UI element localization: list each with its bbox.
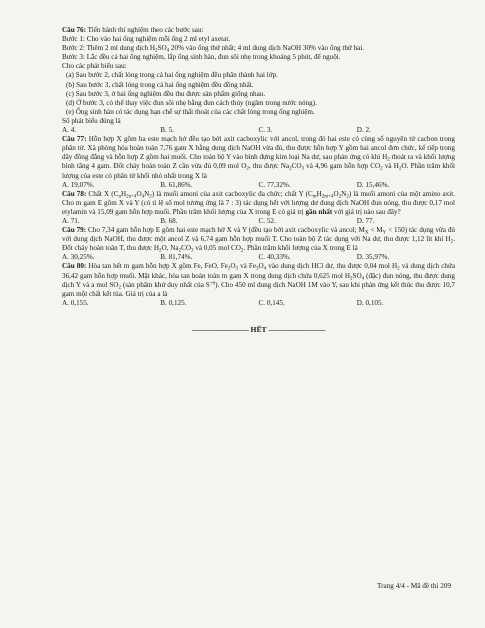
option-a: A. 30,25%. — [62, 253, 95, 262]
question-text: Câu 77: Hỗn hợp X gồm ba este mạch hở đều tạo bởi axit cacboxylic với ancol, trong đó hai este có cùng số nguyên tử cacbon trong phân tử. Xà phòng hóa hoàn toàn 7,76 gam X bằng dung dịch NaOH vừa đủ, thu được hỗn hợp Y gồm hai ancol đơn chức, kế tiếp trong dãy đồng đẳng và hỗn hợp Z gồm hai muối. Cho toàn bộ Y vào bình đựng kim loại Na dư, sau phản ứng có khí $H_2$ thoát ra và khối lượng bình tăng 4 gam. Đốt cháy hoàn toàn Z cần vừa đủ 0,09 mol $O_2$, thu được $Na_2CO_3$ và 4,96 gam hỗn hợp $CO_2$ và $H_2O$. Phần trăm khối lượng của este có phân tử khối nhỏ nhất trong X là — [62, 135, 456, 180]
option-a: A. 0,155. — [62, 298, 89, 307]
option-c: C. 3. — [258, 126, 273, 135]
statements-prompt: Cho các phát biểu sau: — [62, 62, 127, 71]
option-c: C. 52. — [258, 216, 276, 225]
end-dashes-left: ---------------------------- — [191, 324, 249, 334]
answer-options — [62, 217, 455, 226]
option-b: B. 81,74%. — [160, 253, 193, 262]
option-d: D. 0,105. — [356, 298, 384, 307]
question-ask: Số phát biểu đúng là — [62, 116, 121, 125]
statement-c: (c) Sau bước 3, ở hai ống nghiệm đều thu được sản phẩm giống nhau. — [66, 89, 266, 98]
statement-d: (d) Ở bước 3, có thể thay việc đun sôi nhẹ bằng đun cách thủy (ngâm trong nước nóng). — [66, 98, 317, 107]
option-b: B. 61,86%. — [160, 180, 193, 189]
statement-a: (a) Sau bước 2, chất lỏng trong cả hai ống nghiệm đều phân thành hai lớp. — [66, 71, 278, 80]
option-d: D. 77. — [356, 216, 375, 225]
option-b: B. 68. — [160, 216, 178, 225]
end-dashes-right: ---------------------------- — [268, 324, 326, 334]
option-c: C. 0,145. — [258, 298, 285, 307]
option-c: C. 77,32%. — [258, 180, 291, 189]
option-d: D. 15,46%. — [356, 180, 390, 189]
page-footer: Trang 4/4 - Mã đề thi 209 — [376, 582, 451, 590]
question-number: Câu 76: — [62, 26, 87, 34]
question-78 — [62, 190, 455, 226]
question-79 — [62, 226, 455, 262]
option-a: A. 4. — [62, 126, 77, 135]
question-number: Câu 80: — [62, 262, 87, 271]
question-number: Câu 77: — [62, 135, 87, 144]
question-number: Câu 79: — [62, 226, 87, 235]
option-c: C. 40,33%. — [258, 253, 291, 262]
end-label: HẾT — [250, 324, 267, 334]
question-number: Câu 78: — [62, 189, 87, 198]
step-1: Bước 1: Cho vào hai ống nghiệm mỗi ống 2 ml etyl axetat. — [62, 35, 231, 44]
question-76 — [62, 26, 455, 135]
answer-options — [62, 299, 455, 308]
statement-b: (b) Sau bước 3, chất lỏng trong cả hai ống nghiệm đều đồng nhất. — [66, 80, 254, 89]
step-2: Bước 2: Thêm 2 ml dung dịch $H_2SO_4$ 20% vào ống thứ nhất; 4 ml dung dịch NaOH 30% vào ống thứ hai. — [62, 44, 365, 54]
option-a: A. 19,07%. — [62, 180, 95, 189]
question-77 — [62, 135, 455, 190]
answer-options — [62, 253, 455, 262]
answer-options — [62, 126, 455, 135]
question-text: Câu 78: Chất X $(C_nH_{2n+4}O_4N_2)$ là muối amoni của axit cacboxylic đa chức; chất Y $(C_mH_{2m+4}O_2N_2)$ là muối amoni của một amino axit. Cho m gam E gồm X và Y (có tỉ lệ số mol tương ứng là 7 : 3) tác dụng hết với lượng dư dung dịch NaOH đun nóng, thu được 0,17 mol etylamin và 15,09 gam hỗn hợp muối. Phần trăm khối lượng của X trong E có giá trị gần nhất với giá trị nào sau đây? — [62, 189, 455, 216]
option-b: B. 0,125. — [160, 298, 187, 307]
option-d: D. 35,97%. — [356, 253, 390, 262]
option-a: A. 71. — [62, 216, 80, 225]
option-b: B. 5. — [160, 126, 174, 135]
question-text: Câu 79: Cho 7,34 gam hỗn hợp E gồm hai este mạch hở X và Y (đều tạo bởi axit cacboxylic và ancol; $M_X < M_Y < 150$) tác dụng vừa đủ với dung dịch NaOH, thu được một ancol Z và 6,74 gam hỗn hợp muối T. Cho toàn bộ Z tác dụng với Na dư, thu được 1,12 lít khí $H_2$. Đốt cháy hoàn toàn T, thu được $H_2O$, $Na_2CO_3$ và 0,05 mol $CO_2$. Phần trăm khối lượng của X trong E là — [62, 226, 455, 254]
step-3: Bước 3: Lắc đều cả hai ống nghiệm, lắp ống sinh hàn, đun sôi nhẹ trong khoảng 5 phút, để nguội. — [62, 53, 341, 62]
question-text: Câu 80: Hòa tan hết m gam hỗn hợp X gồm Fe, FeO, $Fe_2O_3$ và $Fe_3O_4$ vào dung dịch HCl dư, thu được 0,04 mol $H_2$ và dung dịch chứa 36,42 gam hỗn hợp muối. Mặt khác, hòa tan hoàn toàn m gam X trong dung dịch chứa 0,625 mol $H_2SO_4$ (đặc) đun nóng, thu được dung dịch Y và a mol $SO_2$ (sản phẩm khử duy nhất của $S^{+6}$). Cho 450 ml dung dịch NaOH 1M vào Y, sau khi phản ứng kết thúc thu được 10,7 gam một chất kết tủa. Giá trị của a là — [62, 262, 455, 298]
question-80 — [62, 262, 455, 307]
end-marker — [62, 325, 455, 334]
answer-options — [62, 181, 455, 190]
question-text: Tiến hành thí nghiệm theo các bước sau: — [87, 26, 204, 34]
statement-e: (e) Ống sinh hàn có tác dụng hạn chế sự thất thoát của các chất lỏng trong ống nghiệm. — [66, 107, 315, 116]
option-d: D. 2. — [356, 126, 371, 135]
